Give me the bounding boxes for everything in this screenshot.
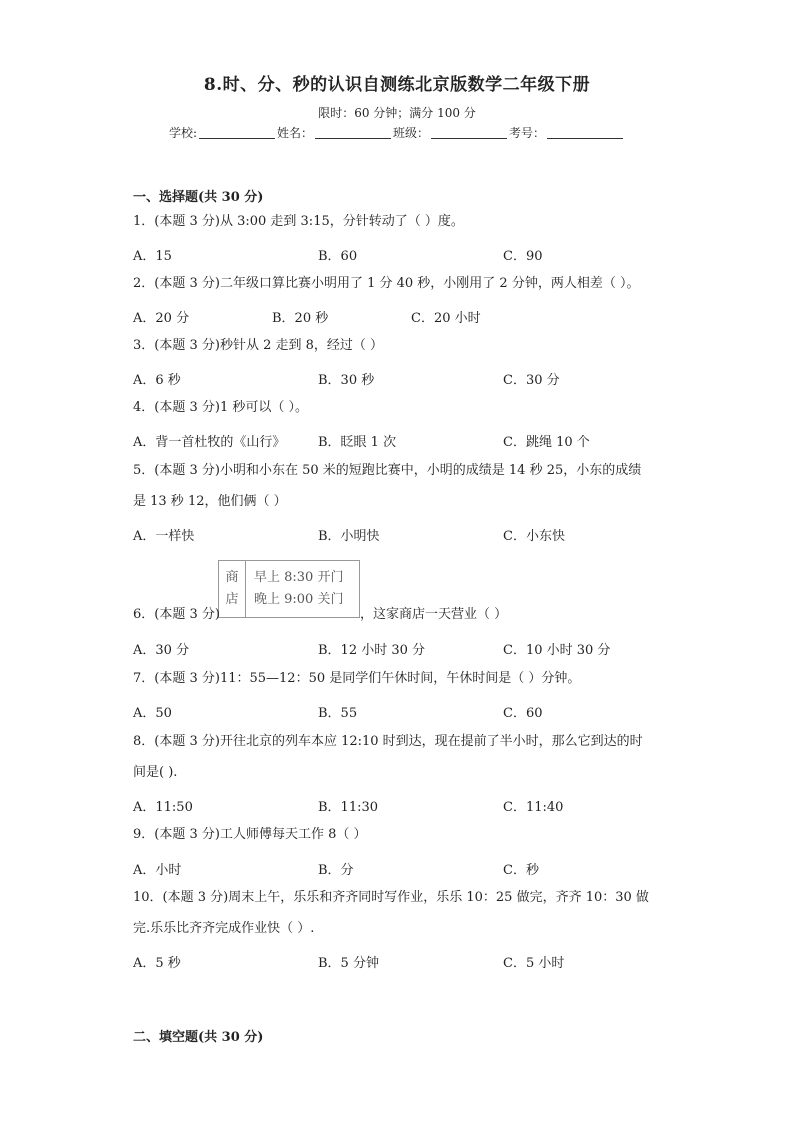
question-8-line-2: 间是( ). [133,765,178,780]
question-5-options [133,525,693,544]
option-b: B．11:30 [318,800,379,815]
question-5: 5．(本题 3 分)小明和小东在 50 米的短跑比赛中，小明的成绩是 14 秒 25，小东的成绩 [133,463,642,478]
question-5-line-2: 是 13 秒 12，他们俩（ ） [133,494,287,509]
question-7: 7．(本题 3 分)11：55—12：50 是同学们午休时间，午休时间是（ ）分钟。 [133,671,581,686]
question-2: 2．(本题 3 分)二年级口算比赛小明用了 1 分 40 秒，小刚用了 2 分钟，两人相差（ ）。 [133,276,640,291]
option-a: A．小时 [133,863,182,878]
question-10: 10．(本题 3 分)周末上午，乐乐和齐齐同时写作业，乐乐 10：25 做完，齐齐 10：30 做 [133,890,649,905]
school-label: 学校: [168,126,197,140]
option-b: B．20 秒 [272,311,329,326]
option-a: A．5 秒 [133,956,181,971]
question-10-options [133,952,693,971]
option-a: A．11:50 [133,800,193,815]
option-a: A．15 [133,249,172,264]
class-label: 班级： [393,126,430,140]
option-b: B．12 小时 30 分 [318,643,426,658]
question-8: 8．(本题 3 分)开往北京的列车本应 12:10 时到达，现在提前了半小时，那么它到达的时 [133,734,643,749]
closing-time: 晚上 9:00 关门 [254,592,344,607]
page-title: 8.时、分、秒的认识自测练北京版数学二年级下册 [203,75,591,95]
class-blank [431,126,507,139]
opening-time: 早上 8:30 开门 [254,570,344,585]
option-c: C．60 [503,706,543,721]
question-3-options [133,369,693,388]
question-1-options [133,245,693,264]
question-3: 3．(本题 3 分)秒针从 2 走到 8，经过（ ） [133,338,384,353]
question-10-line-2: 完.乐乐比齐齐完成作业快（ ）. [133,921,315,936]
name-label: 姓名： [277,126,314,140]
option-a: A．一样快 [133,529,195,544]
option-c: C．90 [503,249,543,264]
option-b: B．55 [318,706,358,721]
name-blank [315,126,391,139]
question-9: 9．(本题 3 分)工人师傅每天工作 8（ ） [133,827,367,842]
option-c: C．跳绳 10 个 [503,435,590,450]
shop-sign-label: 商 店 [219,561,246,617]
option-b: B．眨眼 1 次 [318,435,397,450]
option-c: C．30 分 [503,373,560,388]
option-c: C．20 小时 [411,311,481,326]
option-c: C．5 小时 [503,956,565,971]
option-c: C．10 小时 30 分 [503,643,611,658]
option-b: B．30 秒 [318,373,375,388]
option-c: C．秒 [503,863,539,878]
school-blank [199,126,275,139]
option-a: A．20 分 [133,311,190,326]
exam-number-label: 考号： [509,126,546,140]
option-b: B．5 分钟 [318,956,379,971]
question-1: 1．(本题 3 分)从 3:00 走到 3:15，分针转动了（ ）度。 [133,214,464,229]
section-choice-title: 一、选择题(共 30 分) [133,190,264,205]
option-c: C．11:40 [503,800,564,815]
question-8-options [133,796,693,815]
time-limit-text: 限时：60 分钟；满分 100 分 [318,106,476,120]
question-7-options [133,702,693,721]
option-a: A．背一首杜牧的《山行》 [133,435,286,450]
option-c: C．小东快 [503,529,565,544]
question-6: 6．(本题 3 分) ，这家商店一天营业（ ） [133,607,508,622]
option-a: A．6 秒 [133,373,181,388]
question-6-options [133,639,693,658]
question-9-options [133,859,693,878]
question-4: 4．(本题 3 分)1 秒可以（ ）。 [133,400,308,415]
question-4-options [133,431,693,450]
option-b: B．小明快 [318,529,380,544]
option-a: A．30 分 [133,643,190,658]
option-b: B．60 [318,249,358,264]
student-info-line [0,124,794,141]
option-a: A．50 [133,706,172,721]
question-2-options [133,307,693,326]
section-fill-blank-title: 二、填空题(共 30 分) [133,1030,264,1045]
option-b: B．分 [318,863,354,878]
exam-number-blank [547,126,623,139]
